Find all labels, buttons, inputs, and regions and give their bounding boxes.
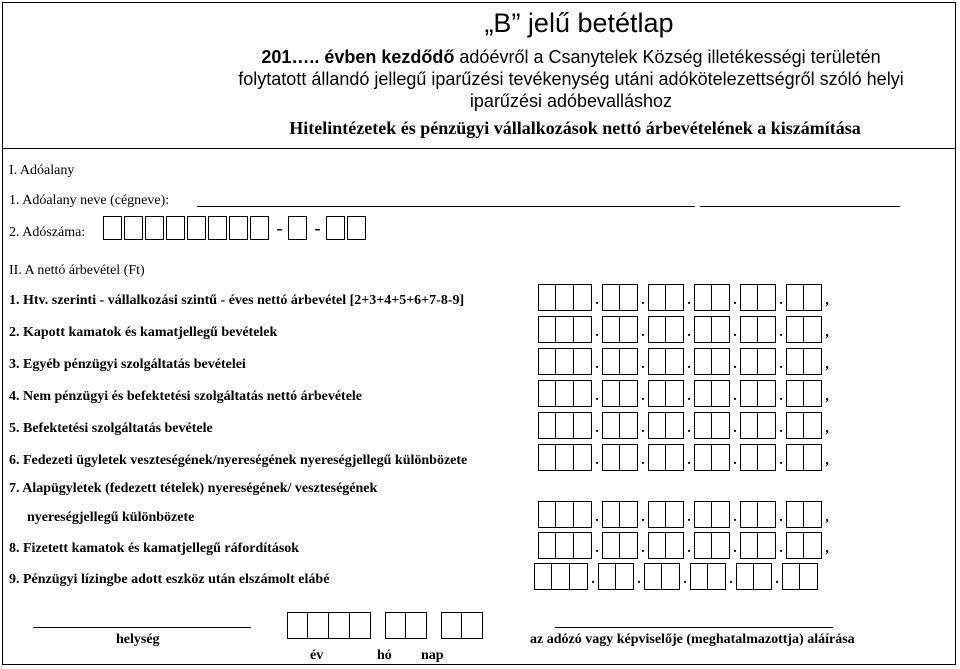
row-label: 5. Befektetési szolgáltatás bevétele <box>9 421 213 436</box>
amount-digit-box[interactable] <box>804 532 822 559</box>
row-label: 2. Kapott kamatok és kamatjellegű bevételek <box>9 325 278 340</box>
thousands-separator: . <box>595 357 599 372</box>
amount-digit-box[interactable] <box>574 444 592 471</box>
amount-digit-box[interactable] <box>538 284 556 311</box>
date-digit-box[interactable] <box>308 612 329 639</box>
thousands-separator: . <box>641 510 645 525</box>
amount-digit-box[interactable] <box>666 444 684 471</box>
thousands-separator: . <box>779 421 783 436</box>
amount-digit-box[interactable] <box>648 380 666 407</box>
row-label: nyereségjellegű különbözete <box>27 510 195 525</box>
tax-number-digit-box[interactable] <box>347 216 366 240</box>
amount-digit-box[interactable] <box>758 501 776 528</box>
row-label: 9. Pénzügyi lízingbe adott eszköz után elszámolt elábé <box>9 572 330 587</box>
amount-digit-box[interactable] <box>538 380 556 407</box>
amount-digit-box[interactable] <box>804 316 822 343</box>
tax-number-digit-box[interactable] <box>187 216 206 240</box>
decimal-comma: , <box>825 541 829 556</box>
amount-digit-box[interactable] <box>538 532 556 559</box>
thousands-separator: . <box>779 541 783 556</box>
subtitle-line-1-rest: adóévről a Csanytelek Község illetékességi területén <box>454 47 881 67</box>
amount-digit-box[interactable] <box>758 348 776 375</box>
day-label: nap <box>421 648 444 663</box>
tax-number-digit-box[interactable] <box>124 216 143 240</box>
row-label: 6. Fedezeti ügyletek veszteségének/nyereségének nyereségjellegű különbözete <box>9 453 468 468</box>
subtitle-line-3: iparűzési adóbevalláshoz <box>469 91 673 111</box>
form-title: „B” jelű betétlap <box>484 8 674 38</box>
amount-digit-box[interactable] <box>602 532 620 559</box>
thousands-separator: . <box>687 389 691 404</box>
thousands-separator: . <box>641 389 645 404</box>
form-header <box>2 2 956 149</box>
amount-digit-box[interactable] <box>666 348 684 375</box>
thousands-separator: . <box>637 572 641 587</box>
tax-number-digit-box[interactable] <box>326 216 345 240</box>
amount-digit-box[interactable] <box>786 412 804 439</box>
amount-digit-box[interactable] <box>786 348 804 375</box>
amount-digit-box[interactable] <box>804 501 822 528</box>
amount-field[interactable] <box>538 348 832 382</box>
date-digit-box[interactable] <box>287 612 308 639</box>
amount-digit-box[interactable] <box>556 316 574 343</box>
amount-digit-box[interactable] <box>538 444 556 471</box>
place-field[interactable] <box>33 627 251 628</box>
tax-number-field[interactable] <box>103 216 368 242</box>
decimal-comma: , <box>825 325 829 340</box>
amount-field[interactable] <box>538 316 832 350</box>
tax-number-digit-box[interactable] <box>288 216 307 240</box>
amount-digit-box[interactable] <box>666 501 684 528</box>
amount-digit-box[interactable] <box>758 532 776 559</box>
decimal-comma: , <box>825 453 829 468</box>
amount-digit-box[interactable] <box>602 284 620 311</box>
amount-digit-box[interactable] <box>620 444 638 471</box>
amount-digit-box[interactable] <box>712 501 730 528</box>
thousands-separator: . <box>733 389 737 404</box>
amount-digit-box[interactable] <box>666 412 684 439</box>
date-gap <box>371 612 385 639</box>
thousands-separator: . <box>733 293 737 308</box>
thousands-separator: . <box>595 325 599 340</box>
date-digit-box[interactable] <box>406 612 427 639</box>
thousands-separator: . <box>733 453 737 468</box>
amount-digit-box[interactable] <box>666 532 684 559</box>
amount-digit-box[interactable] <box>620 348 638 375</box>
date-digit-box[interactable] <box>441 612 462 639</box>
taxpayer-name-field-2[interactable] <box>700 206 900 207</box>
thousands-separator: . <box>595 453 599 468</box>
row-label: 8. Fizetett kamatok és kamatjellegű ráfordítások <box>9 541 300 556</box>
amount-digit-box[interactable] <box>754 563 772 590</box>
row-label: 3. Egyéb pénzügyi szolgáltatás bevételei <box>9 357 246 372</box>
amount-digit-box[interactable] <box>556 532 574 559</box>
amount-digit-box[interactable] <box>620 284 638 311</box>
thousands-separator: . <box>687 453 691 468</box>
amount-digit-box[interactable] <box>740 412 758 439</box>
tax-number-digit-box[interactable] <box>103 216 122 240</box>
thousands-separator: . <box>779 453 783 468</box>
thousands-separator: . <box>775 572 779 587</box>
amount-digit-box[interactable] <box>758 412 776 439</box>
section-1-heading: I. Adóalany <box>9 163 75 178</box>
amount-digit-box[interactable] <box>708 563 726 590</box>
amount-digit-box[interactable] <box>694 316 712 343</box>
date-digit-box[interactable] <box>329 612 350 639</box>
decimal-comma: , <box>825 357 829 372</box>
amount-digit-box[interactable] <box>602 412 620 439</box>
amount-field[interactable] <box>534 563 818 597</box>
thousands-separator: . <box>779 510 783 525</box>
thousands-separator: . <box>687 421 691 436</box>
amount-digit-box[interactable] <box>712 316 730 343</box>
thousands-separator: . <box>779 325 783 340</box>
amount-digit-box[interactable] <box>694 348 712 375</box>
amount-digit-box[interactable] <box>804 380 822 407</box>
amount-field[interactable] <box>538 501 832 535</box>
signature-label: az adózó vagy képviselője (meghatalmazottja) aláírása <box>530 632 855 647</box>
thousands-separator: . <box>733 325 737 340</box>
amount-digit-box[interactable] <box>574 412 592 439</box>
amount-digit-box[interactable] <box>602 444 620 471</box>
amount-digit-box[interactable] <box>574 501 592 528</box>
amount-digit-box[interactable] <box>648 284 666 311</box>
amount-digit-box[interactable] <box>694 380 712 407</box>
amount-digit-box[interactable] <box>786 284 804 311</box>
row-label: 1. Htv. szerinti - vállalkozási szintű - éves nettó árbevétel [2+3+4+5+6+7-8-9] <box>9 293 465 308</box>
amount-digit-box[interactable] <box>786 316 804 343</box>
thousands-separator: . <box>641 541 645 556</box>
thousands-separator: . <box>733 357 737 372</box>
thousands-separator: . <box>733 421 737 436</box>
thousands-separator: . <box>733 510 737 525</box>
amount-digit-box[interactable] <box>602 380 620 407</box>
amount-digit-box[interactable] <box>620 501 638 528</box>
amount-digit-box[interactable] <box>786 501 804 528</box>
amount-digit-box[interactable] <box>648 412 666 439</box>
amount-digit-box[interactable] <box>694 444 712 471</box>
amount-digit-box[interactable] <box>556 380 574 407</box>
thousands-separator: . <box>729 572 733 587</box>
amount-digit-box[interactable] <box>616 563 634 590</box>
amount-digit-box[interactable] <box>740 444 758 471</box>
amount-digit-box[interactable] <box>538 348 556 375</box>
amount-digit-box[interactable] <box>552 563 570 590</box>
amount-digit-box[interactable] <box>786 444 804 471</box>
row-label: 4. Nem pénzügyi és befektetési szolgáltatás nettó árbevétele <box>9 389 363 404</box>
amount-digit-box[interactable] <box>538 501 556 528</box>
amount-field[interactable] <box>538 284 832 318</box>
amount-field[interactable] <box>538 412 832 446</box>
thousands-separator: . <box>687 325 691 340</box>
amount-digit-box[interactable] <box>570 563 588 590</box>
amount-digit-box[interactable] <box>574 532 592 559</box>
tax-number-digit-box[interactable] <box>208 216 227 240</box>
amount-digit-box[interactable] <box>534 563 552 590</box>
amount-digit-box[interactable] <box>804 348 822 375</box>
amount-digit-box[interactable] <box>712 380 730 407</box>
amount-digit-box[interactable] <box>758 316 776 343</box>
signature-field[interactable] <box>555 627 833 628</box>
thousands-separator: . <box>641 293 645 308</box>
thousands-separator: . <box>641 453 645 468</box>
tax-number-digit-box[interactable] <box>229 216 248 240</box>
date-digit-box[interactable] <box>385 612 406 639</box>
amount-digit-box[interactable] <box>712 348 730 375</box>
taxpayer-name-label: 1. Adóalany neve (cégneve): <box>9 193 170 208</box>
tax-number-label: 2. Adószáma: <box>9 225 86 240</box>
amount-digit-box[interactable] <box>662 563 680 590</box>
tax-number-separator: - <box>276 218 283 238</box>
date-digit-box[interactable] <box>350 612 371 639</box>
amount-digit-box[interactable] <box>712 444 730 471</box>
amount-digit-box[interactable] <box>740 284 758 311</box>
amount-digit-box[interactable] <box>648 501 666 528</box>
decimal-comma: , <box>825 421 829 436</box>
thousands-separator: . <box>595 389 599 404</box>
amount-digit-box[interactable] <box>648 348 666 375</box>
tax-number-separator: - <box>314 218 321 238</box>
amount-digit-box[interactable] <box>538 412 556 439</box>
thousands-separator: . <box>641 325 645 340</box>
amount-digit-box[interactable] <box>758 380 776 407</box>
tax-number-digit-box[interactable] <box>166 216 185 240</box>
amount-digit-box[interactable] <box>574 316 592 343</box>
row-label: 7. Alapügyletek (fedezett tételek) nyereségének/ veszteségének <box>9 481 378 496</box>
amount-digit-box[interactable] <box>736 563 754 590</box>
thousands-separator: . <box>733 541 737 556</box>
amount-digit-box[interactable] <box>648 316 666 343</box>
amount-digit-box[interactable] <box>800 563 818 590</box>
thousands-separator: . <box>595 293 599 308</box>
amount-digit-box[interactable] <box>804 444 822 471</box>
amount-digit-box[interactable] <box>804 412 822 439</box>
subtitle-line-2: folytatott állandó jellegű iparűzési tevékenység utáni adókötelezettségről szóló helyi <box>238 69 904 89</box>
amount-digit-box[interactable] <box>758 444 776 471</box>
amount-digit-box[interactable] <box>804 284 822 311</box>
amount-digit-box[interactable] <box>694 532 712 559</box>
date-field[interactable] <box>287 612 483 639</box>
thousands-separator: . <box>779 357 783 372</box>
amount-digit-box[interactable] <box>666 316 684 343</box>
amount-field[interactable] <box>538 444 832 478</box>
amount-digit-box[interactable] <box>602 316 620 343</box>
thousands-separator: . <box>591 572 595 587</box>
amount-field[interactable] <box>538 532 832 566</box>
amount-digit-box[interactable] <box>556 348 574 375</box>
thousands-separator: . <box>779 293 783 308</box>
decimal-comma: , <box>825 389 829 404</box>
thousands-separator: . <box>595 541 599 556</box>
amount-digit-box[interactable] <box>694 501 712 528</box>
amount-digit-box[interactable] <box>556 412 574 439</box>
amount-digit-box[interactable] <box>694 412 712 439</box>
amount-digit-box[interactable] <box>598 563 616 590</box>
date-gap <box>427 612 441 639</box>
decimal-comma: , <box>825 510 829 525</box>
amount-digit-box[interactable] <box>556 501 574 528</box>
amount-digit-box[interactable] <box>556 284 574 311</box>
amount-digit-box[interactable] <box>740 532 758 559</box>
amount-digit-box[interactable] <box>712 532 730 559</box>
subtitle-line-4: Hitelintézetek és pénzügyi vállalkozások nettó árbevételének a kiszámítása <box>289 118 861 138</box>
thousands-separator: . <box>687 293 691 308</box>
amount-digit-box[interactable] <box>690 563 708 590</box>
year-label: év <box>310 648 324 663</box>
tax-number-digit-box[interactable] <box>250 216 269 240</box>
place-label: helység <box>116 632 160 647</box>
amount-digit-box[interactable] <box>602 348 620 375</box>
amount-digit-box[interactable] <box>538 316 556 343</box>
section-2-heading: II. A nettó árbevétel (Ft) <box>9 263 145 278</box>
amount-digit-box[interactable] <box>786 532 804 559</box>
thousands-separator: . <box>779 389 783 404</box>
thousands-separator: . <box>687 541 691 556</box>
thousands-separator: . <box>641 357 645 372</box>
amount-digit-box[interactable] <box>740 316 758 343</box>
amount-digit-box[interactable] <box>666 284 684 311</box>
amount-digit-box[interactable] <box>740 380 758 407</box>
thousands-separator: . <box>595 421 599 436</box>
amount-digit-box[interactable] <box>574 380 592 407</box>
amount-digit-box[interactable] <box>786 380 804 407</box>
amount-digit-box[interactable] <box>694 284 712 311</box>
amount-digit-box[interactable] <box>574 348 592 375</box>
amount-digit-box[interactable] <box>648 444 666 471</box>
date-digit-box[interactable] <box>462 612 483 639</box>
amount-digit-box[interactable] <box>644 563 662 590</box>
amount-digit-box[interactable] <box>740 348 758 375</box>
decimal-comma: , <box>825 293 829 308</box>
month-label: hó <box>377 648 392 663</box>
amount-digit-box[interactable] <box>712 284 730 311</box>
amount-digit-box[interactable] <box>602 501 620 528</box>
amount-digit-box[interactable] <box>712 412 730 439</box>
thousands-separator: . <box>641 421 645 436</box>
thousands-separator: . <box>683 572 687 587</box>
thousands-separator: . <box>595 510 599 525</box>
amount-digit-box[interactable] <box>620 316 638 343</box>
amount-digit-box[interactable] <box>556 444 574 471</box>
amount-digit-box[interactable] <box>574 284 592 311</box>
amount-digit-box[interactable] <box>782 563 800 590</box>
amount-digit-box[interactable] <box>648 532 666 559</box>
amount-digit-box[interactable] <box>666 380 684 407</box>
subtitle-line-1 <box>2 47 960 68</box>
thousands-separator: . <box>687 510 691 525</box>
amount-digit-box[interactable] <box>620 532 638 559</box>
amount-digit-box[interactable] <box>740 501 758 528</box>
amount-digit-box[interactable] <box>758 284 776 311</box>
taxpayer-name-field[interactable] <box>197 206 695 207</box>
thousands-separator: . <box>687 357 691 372</box>
subtitle-year-text: 201….. évben kezdődő <box>261 47 455 67</box>
amount-digit-box[interactable] <box>620 412 638 439</box>
amount-digit-box[interactable] <box>620 380 638 407</box>
amount-field[interactable] <box>538 380 832 414</box>
tax-number-digit-box[interactable] <box>145 216 164 240</box>
